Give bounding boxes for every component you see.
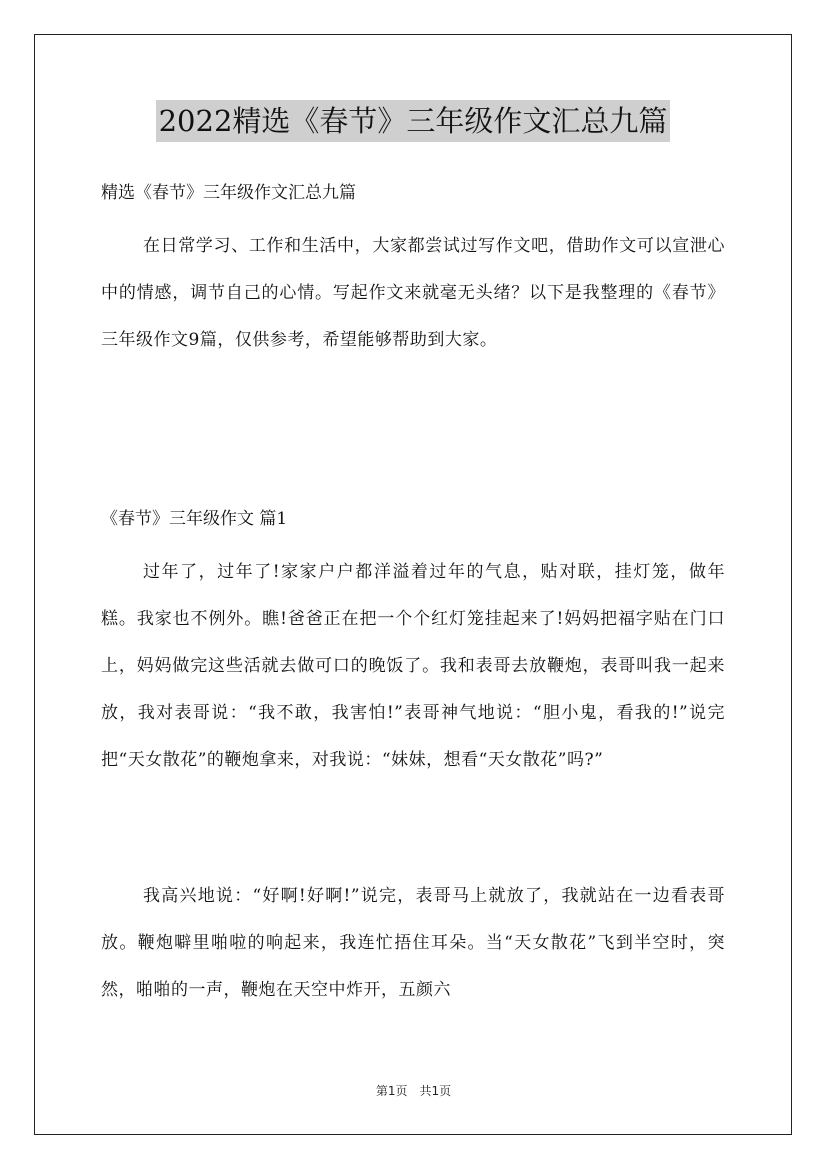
body-paragraph: 过年了，过年了!家家户户都洋溢着过年的气息，贴对联，挂灯笼，做年糕。我家也不例外。瞧!爸爸正在把一个个红灯笼挂起来了!妈妈把福字贴在门口上，妈妈做完这些活就去做可口的晚饭了。我和表哥去放鞭炮，表哥叫我一起来放，我对表哥说：“我不敢，我害怕!”表哥神气地说：“胆小鬼，看我的!”说完把“天女散花”的鞭炮拿来，对我说：“妹妹，想看“天女散花”吗?”: [101, 562, 725, 770]
section-title: 《春节》三年级作文 篇1: [101, 509, 288, 529]
document-title: 2022精选《春节》三年级作文汇总九篇: [156, 100, 671, 142]
intro-paragraph: 在日常学习、工作和生活中，大家都尝试过写作文吧，借助作文可以宣泄心中的情感，调节自己的心情。写起作文来就毫无头绪？以下是我整理的《春节》三年级作文9篇，仅供参考，希望能够帮助到大家。: [101, 236, 725, 350]
title-container: [101, 100, 725, 142]
body-paragraph: 我高兴地说：“好啊!好啊!”说完，表哥马上就放了，我就站在一边看表哥放。鞭炮噼里啪啦的响起来，我连忙捂住耳朵。当“天女散花”飞到半空时，突然，啪啪的一声，鞭炮在天空中炸开，五颜六: [101, 886, 725, 1000]
page-number: 第1页 共1页: [375, 1084, 452, 1098]
document-subtitle: 精选《春节》三年级作文汇总九篇: [101, 183, 356, 203]
